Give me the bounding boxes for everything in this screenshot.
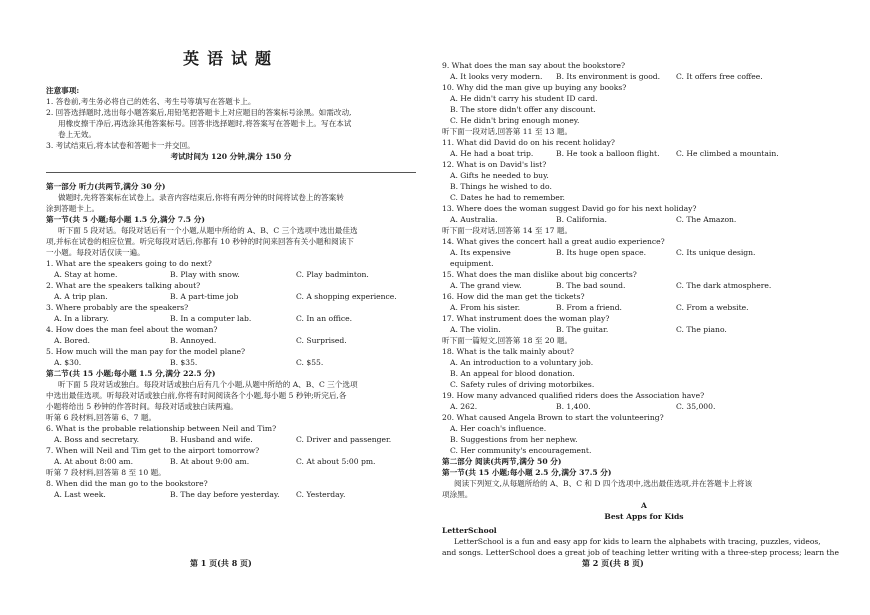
option-c: C. $55. bbox=[296, 358, 324, 367]
option-a: A. It looks very modern. bbox=[450, 72, 543, 81]
section1-intro: 听下面 5 段对话。每段对话后有一个小题,从题中所给的 A、B、C 三个选项中选出最佳选 bbox=[58, 226, 358, 235]
options-row bbox=[46, 357, 416, 368]
section2-intro: 中选出最佳选项。听每段对话或独白前,你将有时间阅读各个小题,每小题 5 秒钟;听完后,各 bbox=[46, 391, 347, 400]
question-stem: 13. Where does the woman suggest David go for his next holiday? bbox=[442, 204, 697, 213]
notice-line: 卷上无效。 bbox=[58, 130, 96, 139]
option-c: C. He didn't bring enough money. bbox=[450, 116, 580, 125]
option-c: C. 35,000. bbox=[676, 402, 716, 411]
option-c: C. The dark atmosphere. bbox=[676, 281, 772, 290]
option-b: B. In a computer lab. bbox=[170, 314, 252, 323]
exam-page-1 bbox=[0, 0, 430, 615]
question-stem: 16. How did the man get the tickets? bbox=[442, 292, 585, 301]
option-a: A. An introduction to a voluntary job. bbox=[450, 358, 594, 367]
question-stem: 6. What is the probable relationship between Neil and Tim? bbox=[46, 424, 277, 433]
part1-title: 第一部分 听力(共两节,满分 30 分) bbox=[46, 182, 166, 191]
divider bbox=[46, 172, 416, 173]
app-text: LetterSchool is a fun and easy app for kids to learn the alphabets with tracing, puzzles, videos, bbox=[454, 537, 821, 546]
part2-intro: 阅读下列短文,从每题所给的 A、B、C 和 D 四个选项中,选出最佳选项,并在答题卡上将该 bbox=[454, 479, 753, 488]
option-a: A. Stay at home. bbox=[54, 270, 118, 279]
options-row bbox=[46, 335, 416, 346]
question-stem: 3. Where probably are the speakers? bbox=[46, 303, 189, 312]
listening-instruction: 听第 7 段材料,回答第 8 至 10 题。 bbox=[46, 468, 166, 477]
options-row bbox=[442, 401, 846, 412]
options-row bbox=[442, 71, 846, 82]
options-row bbox=[46, 313, 416, 324]
option-b: B. The store didn't offer any discount. bbox=[450, 105, 596, 114]
option-b: B. The bad sound. bbox=[556, 281, 626, 290]
question-stem: 18. What is the talk mainly about? bbox=[442, 347, 574, 356]
page-footer: 第 2 页(共 8 页) bbox=[582, 558, 644, 568]
option-b: B. Suggestions from her nephew. bbox=[450, 435, 578, 444]
option-c: C. A shopping experience. bbox=[296, 292, 397, 301]
options-row bbox=[442, 247, 846, 269]
option-b: B. Annoyed. bbox=[170, 336, 217, 345]
option-a: A. Gifts he needed to buy. bbox=[450, 171, 549, 180]
option-b: B. From a friend. bbox=[556, 303, 622, 312]
question-stem: 14. What gives the concert hall a great audio experience? bbox=[442, 237, 665, 246]
option-c: C. The piano. bbox=[676, 325, 727, 334]
options-row bbox=[442, 214, 846, 225]
question-stem: 10. Why did the man give up buying any books? bbox=[442, 83, 627, 92]
option-c: C. The Amazon. bbox=[676, 215, 737, 224]
option-c: C. At about 5:00 pm. bbox=[296, 457, 376, 466]
option-a: A. At about 8:00 am. bbox=[54, 457, 134, 466]
option-b: B. Husband and wife. bbox=[170, 435, 253, 444]
options-row bbox=[442, 148, 846, 159]
option-a: A. Last week. bbox=[54, 490, 106, 499]
option-c: C. From a website. bbox=[676, 303, 749, 312]
option-c: C. Surprised. bbox=[296, 336, 347, 345]
exam-title: 英语试题 bbox=[182, 49, 279, 68]
option-b: B. He took a balloon flight. bbox=[556, 149, 660, 158]
options-row bbox=[442, 280, 846, 291]
listening-instruction: 听第 6 段材料,回答第 6、7 题。 bbox=[46, 413, 157, 422]
option-c: C. Play badminton. bbox=[296, 270, 369, 279]
part1-intro: 做题时,先将答案标在试卷上。录音内容结束后,你将有两分钟的时间将试卷上的答案转 bbox=[58, 193, 344, 202]
option-b: B. A part-time job bbox=[170, 292, 239, 301]
option-a: A. 262. bbox=[450, 402, 478, 411]
question-stem: 20. What caused Angela Brown to start the volunteering? bbox=[442, 413, 664, 422]
section1-intro: 一小题。每段对话仅读一遍。 bbox=[46, 248, 145, 257]
listening-instruction: 听下面一段对话,回答第 14 至 17 题。 bbox=[442, 226, 573, 235]
app-name: LetterSchool bbox=[442, 526, 497, 535]
page-footer: 第 1 页(共 8 页) bbox=[190, 558, 252, 568]
listening-instruction: 听下面一段对话,回答第 11 至 13 题。 bbox=[442, 127, 573, 136]
options-row bbox=[46, 269, 416, 280]
section1-intro: 项,并标在试卷的相应位置。听完每段对话后,你都有 10 秒钟的时间来回答有关小题和阅读下 bbox=[46, 237, 354, 246]
passage-title: Best Apps for Kids bbox=[604, 512, 684, 521]
part1-intro: 涂到答题卡上。 bbox=[46, 204, 100, 213]
notice-line: 3. 考试结束后,将本试卷和答题卡一并交回。 bbox=[46, 141, 195, 150]
question-stem: 8. When did the man go to the bookstore? bbox=[46, 479, 208, 488]
listening-instruction: 听下面一篇短文,回答第 18 至 20 题。 bbox=[442, 336, 573, 345]
option-a: A. Australia. bbox=[450, 215, 498, 224]
option-a: A. The violin. bbox=[450, 325, 501, 334]
option-b: B. 1,400. bbox=[556, 402, 591, 411]
options-row bbox=[46, 456, 416, 467]
option-b: B. Its huge open space. bbox=[556, 248, 646, 257]
notice-line: 1. 答卷前,考生务必将自己的姓名、考生号等填写在答题卡上。 bbox=[46, 97, 256, 106]
option-c: C. Driver and passenger. bbox=[296, 435, 392, 444]
option-a: A. Bored. bbox=[54, 336, 90, 345]
option-a: A. Its expensive equipment. bbox=[450, 248, 511, 268]
notice-heading: 注意事项: bbox=[46, 86, 80, 95]
option-c: C. He climbed a mountain. bbox=[676, 149, 779, 158]
option-b: B. California. bbox=[556, 215, 607, 224]
question-stem: 11. What did David do on his recent holiday? bbox=[442, 138, 616, 147]
section2-intro: 小题将给出 5 秒钟的作答时间。每段对话或独白读两遍。 bbox=[46, 402, 238, 411]
notice-line: 2. 回答选择题时,选出每小题答案后,用铅笔把答题卡上对应题目的答案标号涂黑。如需改动, bbox=[46, 108, 352, 117]
option-a: A. Her coach's influence. bbox=[450, 424, 547, 433]
question-stem: 12. What is on David's list? bbox=[442, 160, 547, 169]
option-a: A. Boss and secretary. bbox=[54, 435, 140, 444]
question-stem: 7. When will Neil and Tim get to the airport tomorrow? bbox=[46, 446, 260, 455]
question-stem: 9. What does the man say about the bookstore? bbox=[442, 61, 626, 70]
options-row bbox=[46, 434, 416, 445]
option-a: A. In a library. bbox=[54, 314, 109, 323]
option-b: B. At about 9:00 am. bbox=[170, 457, 250, 466]
option-a: A. From his sister. bbox=[450, 303, 521, 312]
option-b: B. The day before yesterday. bbox=[170, 490, 280, 499]
option-c: C. It offers free coffee. bbox=[676, 72, 763, 81]
option-b: B. An appeal for blood donation. bbox=[450, 369, 575, 378]
question-stem: 2. What are the speakers talking about? bbox=[46, 281, 201, 290]
option-a: A. He had a boat trip. bbox=[450, 149, 534, 158]
section1-title: 第一节(共 5 小题;每小题 1.5 分,满分 7.5 分) bbox=[46, 215, 205, 224]
notice-line: 用橡皮擦干净后,再选涂其他答案标号。回答非选择题时,将答案写在答题卡上。写在本试 bbox=[58, 119, 352, 128]
option-b: B. The guitar. bbox=[556, 325, 609, 334]
question-stem: 17. What instrument does the woman play? bbox=[442, 314, 610, 323]
question-stem: 5. How much will the man pay for the model plane? bbox=[46, 347, 246, 356]
exam-time-line: 考试时间为 120 分钟,满分 150 分 bbox=[170, 152, 292, 161]
option-b: B. Play with snow. bbox=[170, 270, 240, 279]
options-row bbox=[46, 291, 416, 302]
option-c: C. Yesterday. bbox=[296, 490, 346, 499]
option-a: A. A trip plan. bbox=[54, 292, 108, 301]
option-b: B. $35. bbox=[170, 358, 198, 367]
option-a: A. The grand view. bbox=[450, 281, 522, 290]
part2-section1-title: 第一节(共 15 小题;每小题 2.5 分,满分 37.5 分) bbox=[442, 468, 612, 477]
option-b: B. Its environment is good. bbox=[556, 72, 661, 81]
question-stem: 15. What does the man dislike about big concerts? bbox=[442, 270, 637, 279]
section2-intro: 听下面 5 段对话或独白。每段对话或独白后有几个小题,从题中所给的 A、B、C 三个选项 bbox=[58, 380, 358, 389]
part2-title: 第二部分 阅读(共两节,满分 50 分) bbox=[442, 457, 562, 466]
options-row bbox=[46, 489, 416, 500]
option-a: A. He didn't carry his student ID card. bbox=[450, 94, 598, 103]
passage-label: A bbox=[641, 501, 647, 510]
question-stem: 1. What are the speakers going to do next? bbox=[46, 259, 212, 268]
question-stem: 19. How many advanced qualified riders does the Association have? bbox=[442, 391, 705, 400]
option-b: B. Things he wished to do. bbox=[450, 182, 552, 191]
exam-page-2 bbox=[432, 0, 870, 615]
option-c: C. Its unique design. bbox=[676, 248, 756, 257]
part2-intro: 项涂黑。 bbox=[442, 490, 473, 499]
option-c: C. Her community's encouragement. bbox=[450, 446, 592, 455]
section2-title: 第二节(共 15 小题;每小题 1.5 分,满分 22.5 分) bbox=[46, 369, 216, 378]
options-row bbox=[442, 324, 846, 335]
option-c: C. Dates he had to remember. bbox=[450, 193, 565, 202]
question-stem: 4. How does the man feel about the woman? bbox=[46, 325, 218, 334]
options-row bbox=[442, 302, 846, 313]
option-c: C. In an office. bbox=[296, 314, 353, 323]
option-c: C. Safety rules of driving motorbikes. bbox=[450, 380, 595, 389]
option-a: A. $30. bbox=[54, 358, 82, 367]
app-text: and songs. LetterSchool does a great job of teaching letter writing with a three-step process; learn the bbox=[442, 548, 839, 557]
